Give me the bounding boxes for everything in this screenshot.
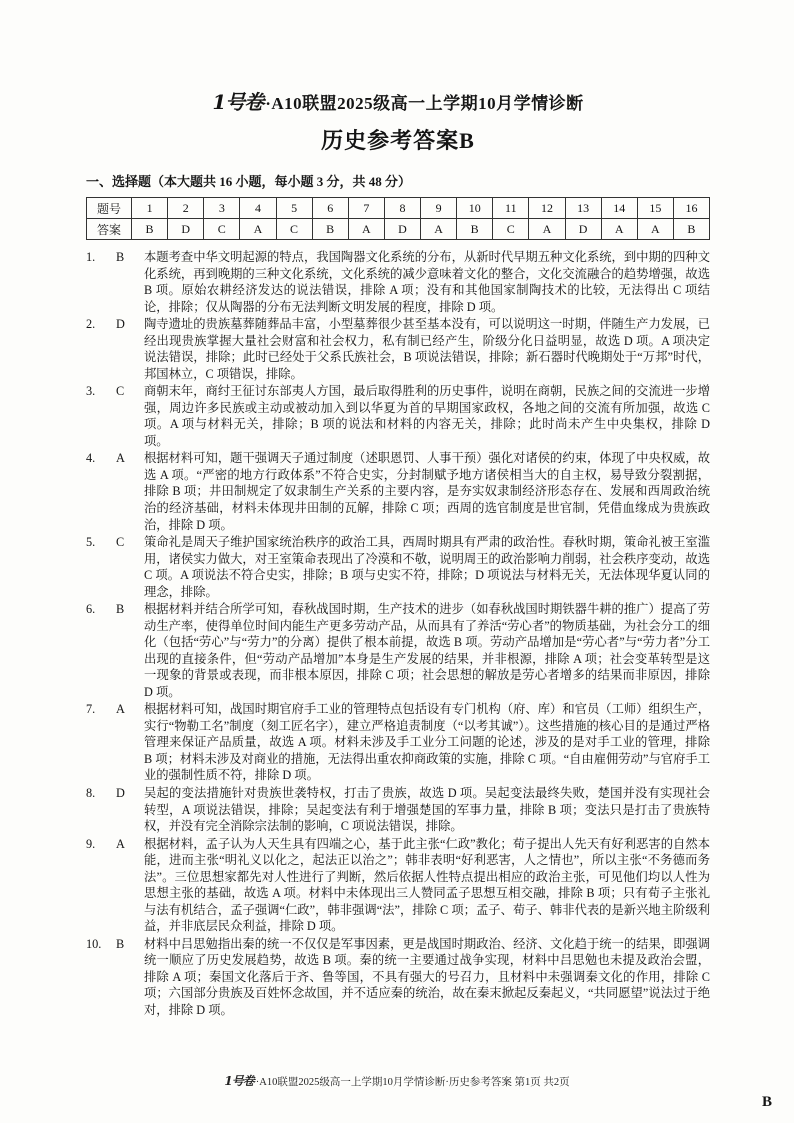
table-cell: A	[240, 219, 276, 240]
section-heading: 一、选择题（本大题共 16 小题，每小题 3 分，共 48 分）	[86, 174, 412, 189]
explanation-number: 9.	[86, 836, 96, 851]
table-row-label: 题号	[87, 198, 132, 219]
answer-row	[87, 219, 710, 240]
footer-page-info: 第1页 共2页	[514, 1077, 570, 1088]
explanation-answer-letter: B	[116, 936, 125, 951]
table-cell: 7	[348, 198, 384, 219]
table-cell: C	[204, 219, 240, 240]
explanation-answer-letter: A	[116, 702, 125, 717]
page-footer	[0, 1072, 794, 1089]
explanation-text: 陶寺遗址的贵族墓葬随葬品丰富，小型墓葬很少甚至基本没有，可以说明这一时期，伴随生产力发展，已经出现贵族掌握大量社会财富和社会权力，私有制已经产生，阶级分化日益明显，故选 D 项。A 项决定说法错误，排除；此时已经处于父系氏族社会，B 项说法错误，排除；新石器时代晚期处于“万邦”时代，邦国林立，C 项错误，排除。	[144, 317, 710, 381]
explanation-text: 本题考查中华文明起源的特点，我国陶器文化系统的分布，从新时代早期五种文化系统，到中期的四种文化系统，再到晚期的三种文化系统，文化系统的减少意味着文化的整合，文化交流融合的趋势增强，故选 B 项。原始农耕经济发达的说法错误，排除 A 项；没有和其他国家制陶技术的比较，无法得出 C 项结论，排除；仅从陶器的分布无法判断文明发展的程度，排除 D 项。	[144, 250, 710, 314]
table-cell: 12	[529, 198, 565, 219]
table-cell: 3	[204, 198, 240, 219]
table-cell: A	[421, 219, 457, 240]
explanation-number: 10.	[86, 936, 102, 951]
explanations-list	[86, 249, 710, 1018]
explanation-number: 8.	[86, 786, 96, 800]
explanation-item	[86, 534, 710, 600]
table-cell: 10	[457, 198, 493, 219]
table-cell: 15	[637, 198, 673, 219]
explanation-answer-letter: C	[116, 535, 125, 550]
explanation-answer-letter: B	[116, 250, 125, 264]
explanation-text: 策命礼是周天子维护国家统治秩序的政治工具，西周时期具有严肃的政治性。春秋时期，策命礼被王室滥用，诸侯实力做大，对王室策命表现出了冷漠和不敬，说明周王的政治影响力削弱，社会秩序变动，故选 C 项。A 项说法不符合史实，排除；B 项与史实不符，排除；D 项说法与材料无关，无法体现华夏认同的理念，排除。	[144, 535, 710, 599]
explanation-text: 根据材料可知，战国时期官府手工业的管理特点包括设有专门机构（府、库）和官员（工师）组织生产，实行“物勒工名”制度（刻工匠名字），建立严格追责制度（“以考其诚”）。这些措施的核心目的是通过严格管理来保证产品质量，故选 A 项。材料未涉及手工业分工问题的论述，涉及的是对手工业的管理，排除 B 项；材料未涉及对商业的措施，无法得出重农抑商政策的实施，排除 C 项。“自由雇佣劳动”与官府手工业的强制性质不符，排除 D 项。	[144, 702, 710, 783]
explanation-item	[86, 316, 710, 382]
explanation-number: 4.	[86, 451, 96, 466]
table-cell: A	[348, 219, 384, 240]
explanation-item	[86, 601, 710, 700]
table-cell: B	[132, 219, 168, 240]
table-cell: 9	[421, 198, 457, 219]
table-cell: A	[529, 219, 565, 240]
footer-text: ·A10联盟2025级高一上学期10月学情诊断·历史参考答案	[255, 1077, 512, 1088]
answer-sheet-title: 历史参考答案B	[321, 128, 475, 153]
table-cell: A	[637, 219, 673, 240]
table-cell: B	[312, 219, 348, 240]
document-header	[86, 86, 710, 155]
table-cell: A	[601, 219, 637, 240]
explanation-number: 2.	[86, 317, 96, 332]
explanation-item	[86, 450, 710, 533]
explanation-answer-letter: C	[116, 384, 125, 399]
table-cell: 16	[673, 198, 709, 219]
explanation-text: 吴起的变法措施针对贵族世袭特权，打击了贵族，故选 D 项。吴起变法最终失败，楚国并没有实现社会转型，A 项说法错误，排除；吴起变法有利于增强楚国的军事力量，排除 B 项；变法只是打击了贵族特权，并没有完全消除宗法制的影响，C 项说法错误，排除。	[144, 786, 710, 834]
explanation-answer-letter: A	[116, 451, 125, 466]
explanation-answer-letter: D	[116, 317, 125, 332]
table-cell: C	[493, 219, 529, 240]
table-cell: 6	[312, 198, 348, 219]
table-cell: 4	[240, 198, 276, 219]
table-row-label: 答案	[87, 219, 132, 240]
exam-title-text: ·A10联盟2025级高一上学期10月学情诊断	[265, 94, 584, 113]
footer-brand-logo: 1号卷	[224, 1074, 254, 1088]
table-cell: 1	[132, 198, 168, 219]
brand-logo: 1号卷	[212, 90, 264, 114]
explanation-item	[86, 383, 710, 449]
explanation-number: 1.	[86, 250, 96, 264]
explanation-text: 根据材料并结合所学可知，春秋战国时期，生产技术的进步（如春秋战国时期铁器牛耕的推广）提高了劳动生产率，使得单位时间内能生产更多劳动产品，从而具有了养活“劳心者”的物质基础，为社会分工的细化（包括“劳心”与“劳力”的分离）提供了根本前提，故选 B 项。劳动产品增加是“劳心者”与“劳力者”分工出现的直接条件，但“劳动产品增加”本身是生产发展的结果，并非根源，排除 A 项；社会变革转型是这一现象的背景或表现，而非根本原因，排除 C 项；社会思想的解放是劳心者增多的结果而非原因，排除 D 项。	[144, 602, 710, 699]
explanation-item	[86, 249, 710, 315]
table-cell: 5	[276, 198, 312, 219]
explanation-text: 根据材料，孟子认为人天生具有四端之心，基于此主张“仁政”教化；荀子提出人先天有好利恶害的自然本能，进而主张“明礼义以化之，起法正以治之”；韩非表明“好利恶害，人之情也”，所以主张“不务德而务法”。三位思想家都先对人性进行了判断，然后依据人性特点提出相应的政治主张，可见他们均以人性为思想主张的基础，故选 A 项。材料中未体现出三人赞同孟子思想互相交融，排除 B 项；只有荀子主张礼与法有机结合，孟子强调“仁政”，韩非强调“法”，排除 C 项；孟子、荀子、韩非代表的是新兴地主阶级利益，并非底层民众利益，排除 D 项。	[144, 836, 710, 934]
table-cell: 13	[565, 198, 601, 219]
table-cell: 11	[493, 198, 529, 219]
table-cell: D	[168, 219, 204, 240]
question-number-row	[87, 198, 710, 219]
explanation-number: 5.	[86, 535, 96, 550]
explanation-number: 3.	[86, 384, 96, 399]
explanation-answer-letter: B	[116, 602, 125, 617]
table-cell: B	[673, 219, 709, 240]
explanation-text: 材料中吕思勉指出秦的统一不仅仅是军事因素，更是战国时期政治、经济、文化趋于统一的结果，即强调统一顺应了历史发展趋势，故选 B 项。秦的统一主要通过战争实现，材料中吕思勉也未提及政治会盟，排除 A 项；秦国文化落后于齐、鲁等国，不具有强大的号召力，且材料中未强调秦文化的作用，排除 C 项；六国部分贵族及百姓怀念故国，并不适应秦的统治，故在秦末掀起反秦起义，“共同愿望”说法过于绝对，排除 D 项。	[144, 936, 710, 1017]
table-cell: C	[276, 219, 312, 240]
table-cell: D	[384, 219, 420, 240]
explanation-text: 商朝末年，商纣王征讨东部夷人方国，最后取得胜利的历史事件，说明在商朝，民族之间的交流进一步增强，周边许多民族或主动或被动加入到以华夏为首的早期国家政权，各地之间的交流有所加强，故选 C 项。A 项与材料无关，排除；B 项的说法和材料的内容无关，排除；此时尚未产生中央集权，排除 D 项。	[144, 384, 710, 448]
table-cell: B	[457, 219, 493, 240]
explanation-item	[86, 785, 710, 835]
explanation-item	[86, 936, 710, 1019]
explanation-answer-letter: A	[116, 836, 125, 851]
table-cell: 8	[384, 198, 420, 219]
exam-title	[86, 86, 710, 115]
explanation-text: 根据材料可知，题干强调天子通过制度（述职恩罚、人事干预）强化对诸侯的约束，体现了中央权威，故选 A 项。“严密的地方行政体系”不符合史实，分封制赋予地方诸侯相当大的自主权，易导致分裂割据，排除 B 项；井田制规定了奴隶制生产关系的主要内容，是夯实奴隶制经济形态存在、发展和西周政治统治的经济基础，材料未体现井田制的瓦解，排除 C 项；西周的选官制度是世官制，凭借血缘成为贵族政治，排除 D 项。	[144, 451, 710, 532]
table-cell: 2	[168, 198, 204, 219]
explanation-number: 7.	[86, 702, 96, 717]
answer-table	[86, 197, 710, 240]
explanation-number: 6.	[86, 602, 96, 617]
table-cell: D	[565, 219, 601, 240]
explanation-answer-letter: D	[116, 786, 125, 800]
version-letter: B	[761, 1094, 772, 1110]
table-cell: 14	[601, 198, 637, 219]
explanation-item	[86, 836, 710, 935]
explanation-item	[86, 701, 710, 784]
